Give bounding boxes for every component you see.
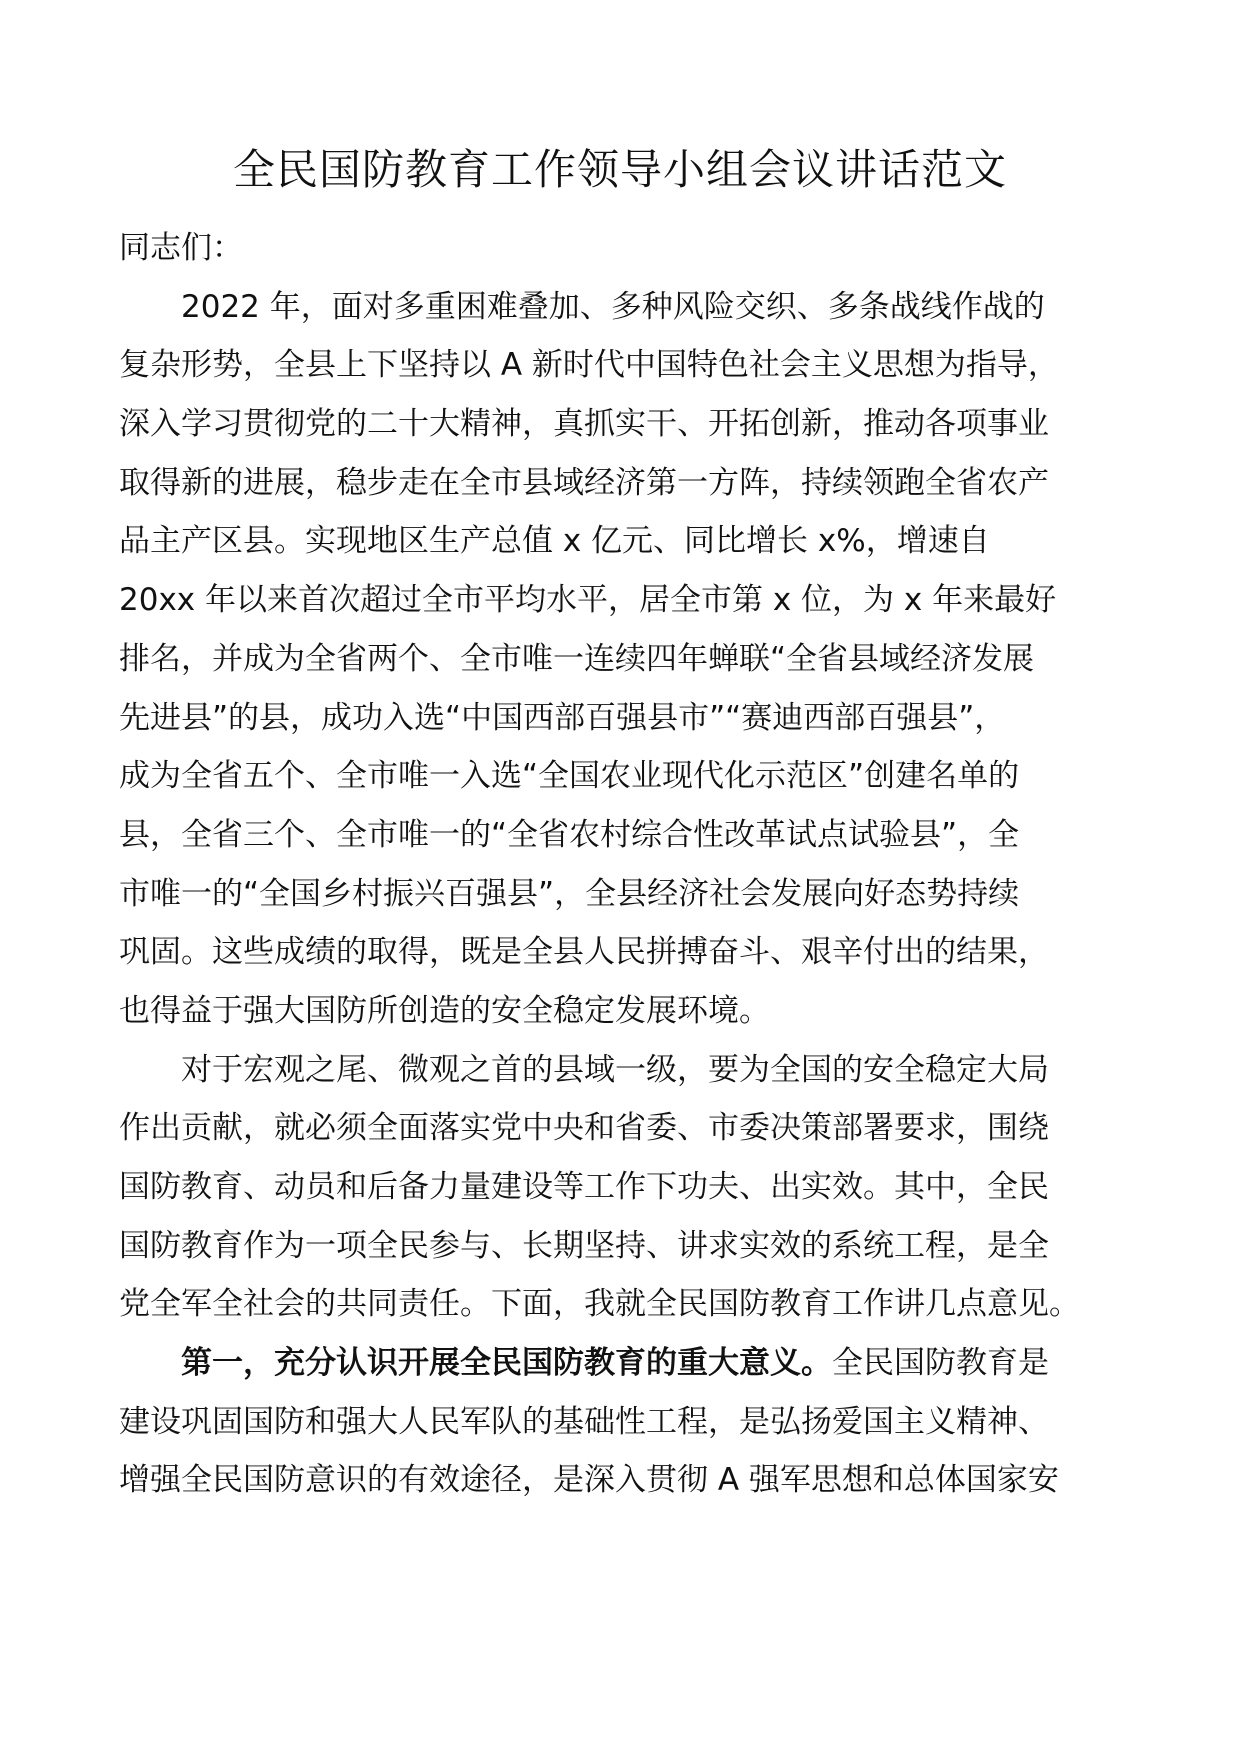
- paragraph-2: [119, 1041, 1129, 1334]
- paragraph-line: 市唯一的“全国乡村振兴百强县”，全县经济社会发展向好态势持续: [119, 875, 1020, 912]
- paragraph-line: 国防教育作为一项全民参与、长期坚持、讲求实效的系统工程，是全: [119, 1227, 1049, 1264]
- document-body: [119, 219, 1129, 1510]
- paragraph-line: 成为全省五个、全市唯一入选“全国农业现代化示范区”创建名单的: [119, 758, 1020, 795]
- paragraph-line: 复杂形势，全县上下坚持以 A 新时代中国特色社会主义思想为指导，: [119, 347, 1059, 384]
- paragraph-line: 建设巩固国防和强大人民军队的基础性工程，是弘扬爱国主义精神、: [119, 1403, 1049, 1440]
- paragraph-line: 国防教育、动员和后备力量建设等工作下功夫、出实效。其中，全民: [119, 1169, 1049, 1205]
- salutation: 同志们：: [119, 230, 243, 266]
- paragraph-line: 增强全民国防意识的有效途径，是深入贯彻 A 强军思想和总体国家安: [119, 1462, 1059, 1499]
- document-title: 全民国防教育工作领导小组会议讲话范文: [232, 145, 1007, 194]
- paragraph-line: 先进县”的县，成功入选“中国西部百强县市”“赛迪西部百强县”，: [119, 699, 1006, 736]
- paragraph-line: 20xx 年以来首次超过全市平均水平，居全市第 x 位，为 x 年来最好: [119, 582, 1057, 619]
- paragraph-3: [119, 1334, 1129, 1510]
- paragraph-line: 品主产区县。实现地区生产总值 x 亿元、同比增长 x%，增速自: [119, 523, 990, 560]
- paragraph-line: [119, 1334, 1129, 1393]
- paragraph-1: [119, 278, 1129, 1041]
- paragraph-line: 党全军全社会的共同责任。下面，我就全民国防教育工作讲几点意见。: [119, 1286, 1080, 1323]
- paragraph-line: 排名，并成为全省两个、全市唯一连续四年蝉联“全省县域经济发展: [119, 640, 1035, 677]
- paragraph-text: 全民国防教育是: [832, 1345, 1049, 1382]
- paragraph-line: 对于宏观之尾、微观之首的县域一级，要为全国的安全稳定大局: [181, 1051, 1049, 1088]
- paragraph-line: 也得益于强大国防所创造的安全稳定发展环境。: [119, 992, 770, 1029]
- section-heading: 第一，充分认识开展全民国防教育的重大意义。: [181, 1345, 832, 1382]
- paragraph-line: 作出贡献，就必须全面落实党中央和省委、市委决策部署要求，围绕: [119, 1110, 1049, 1147]
- paragraph-line: 县，全省三个、全市唯一的“全省农村综合性改革试点试验县”，全: [119, 816, 1020, 853]
- paragraph-line: 2022 年，面对多重困难叠加、多种风险交织、多条战线作战的: [181, 288, 1045, 325]
- paragraph-line: 取得新的进展，稳步走在全市县域经济第一方阵，持续领跑全省农产: [119, 464, 1049, 501]
- paragraph-line: 深入学习贯彻党的二十大精神，真抓实干、开拓创新，推动各项事业: [119, 406, 1049, 443]
- paragraph-line: 巩固。这些成绩的取得，既是全县人民拼搏奋斗、艰辛付出的结果，: [119, 934, 1049, 971]
